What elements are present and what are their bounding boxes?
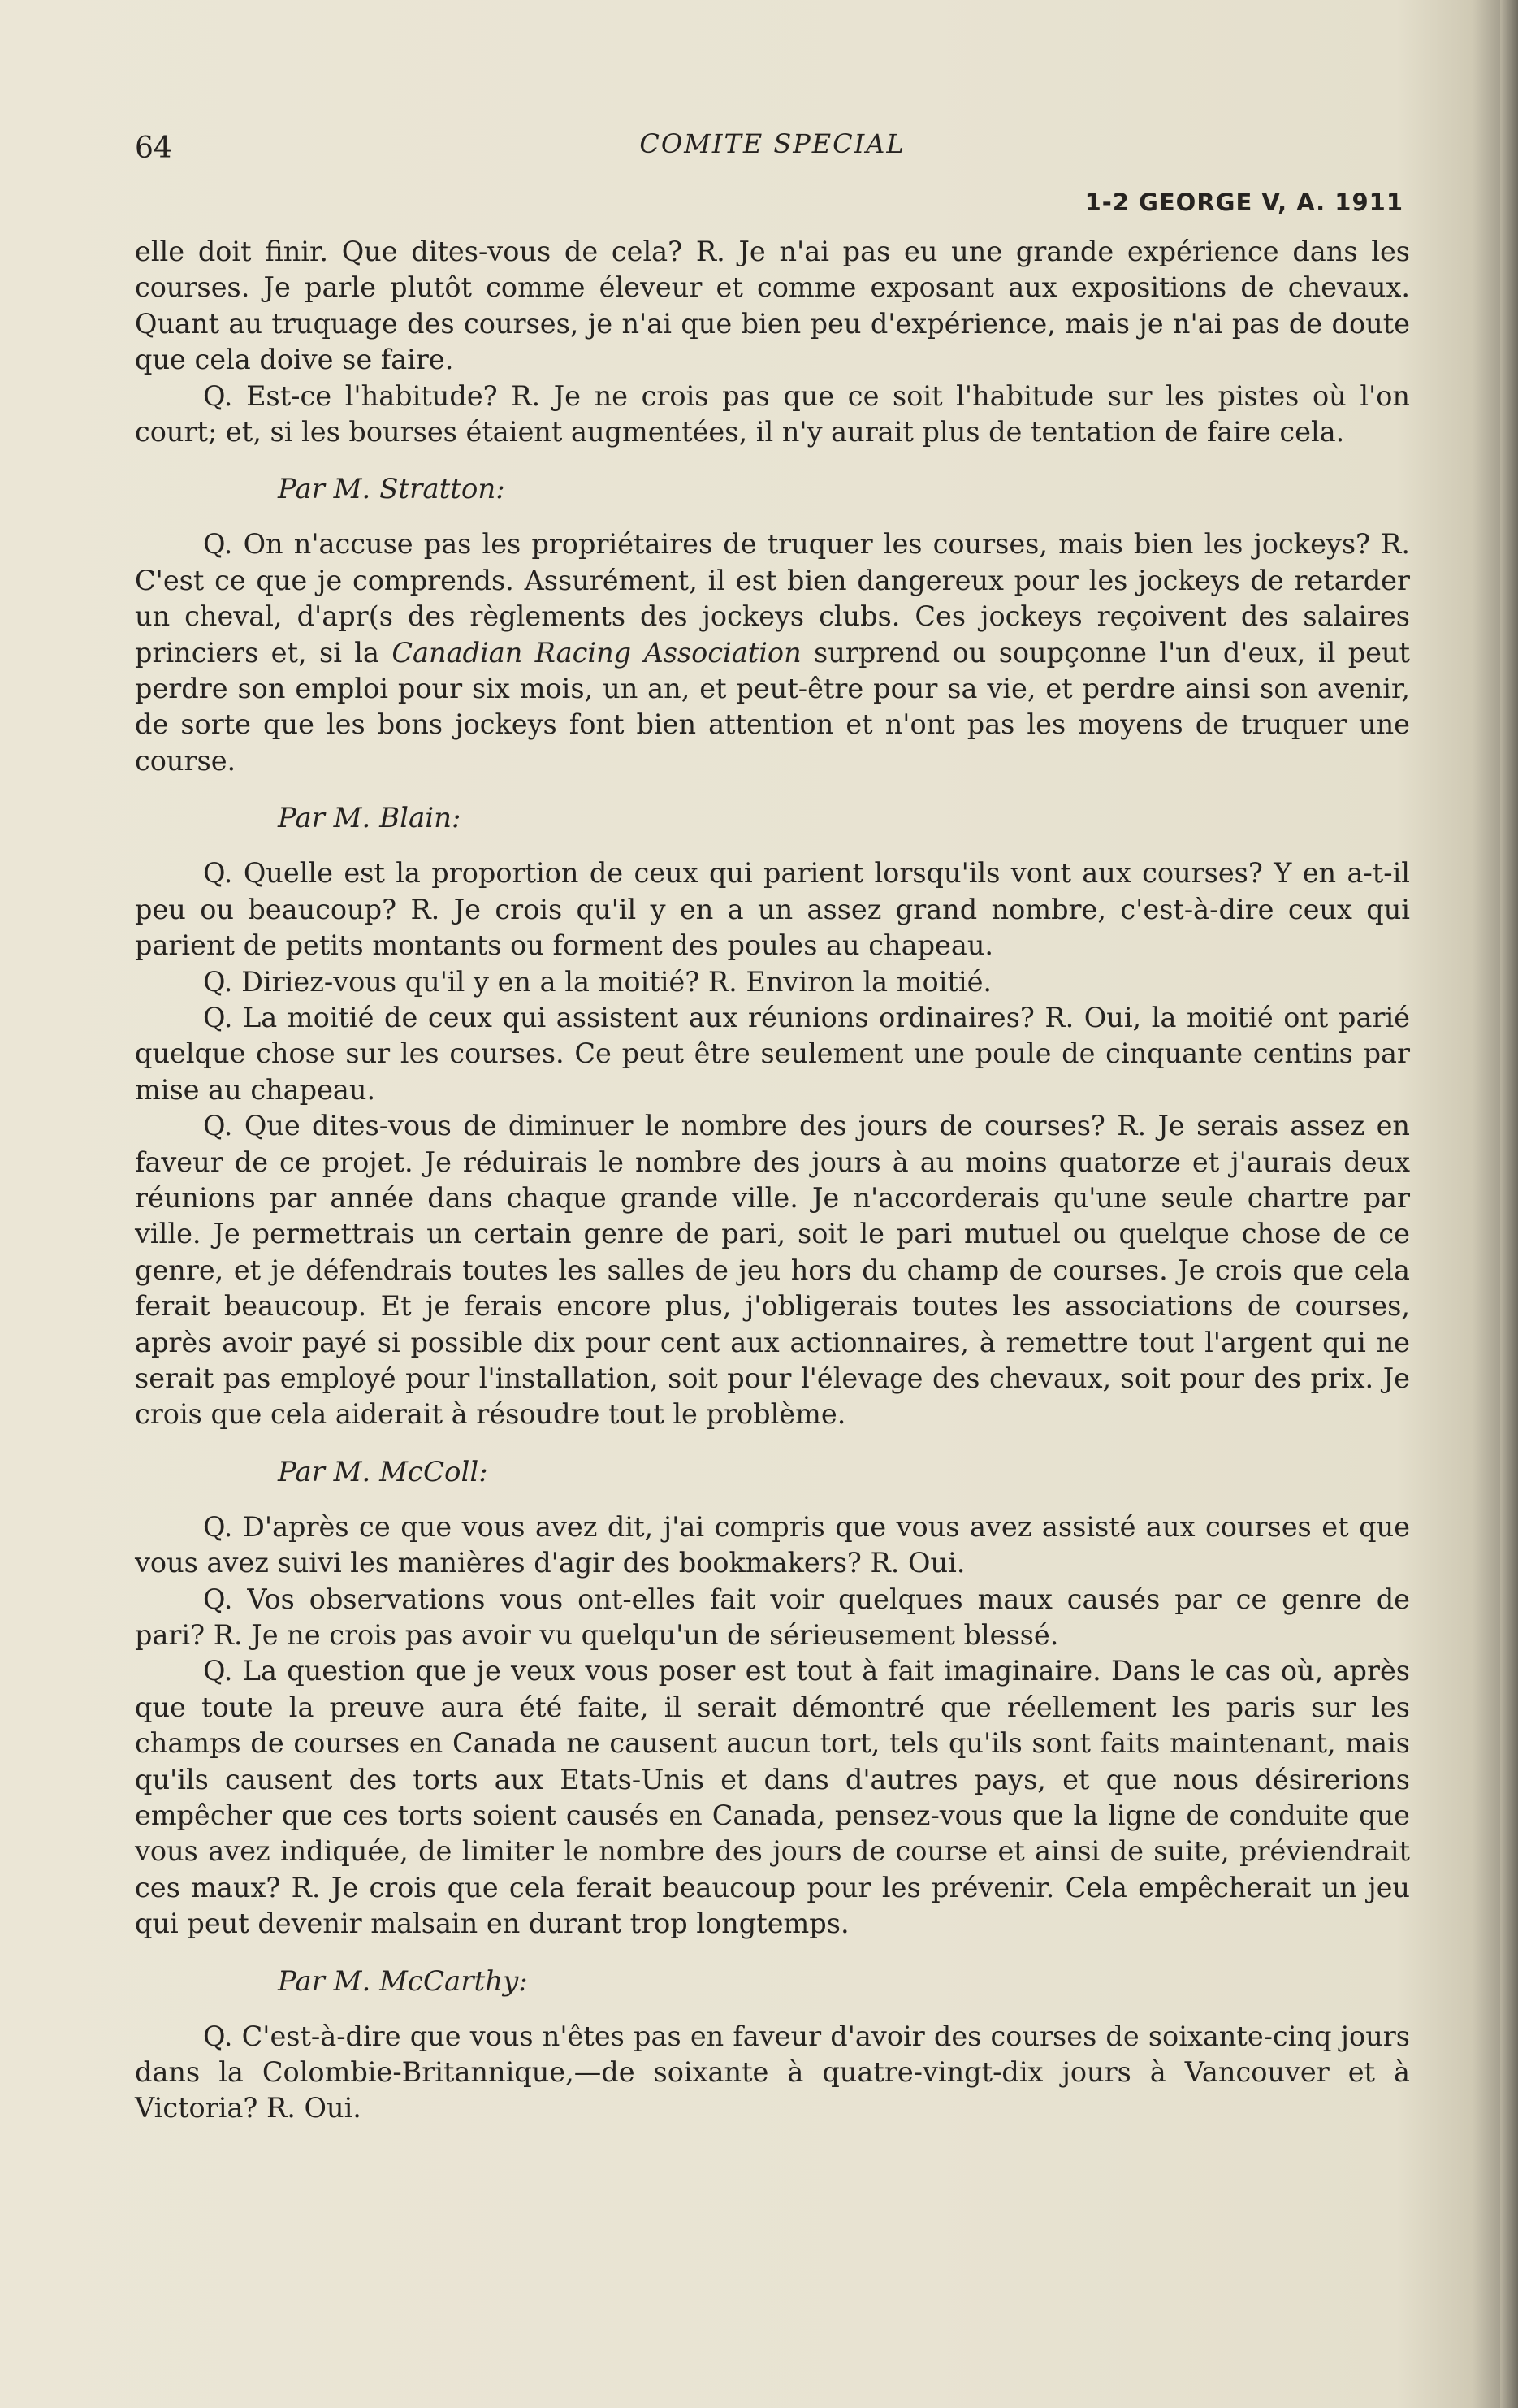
text-run: Q. On n'accuse pas les propriétaires de truquer les courses, mais bien les jockeys? R. C'est ce que je comprends. Assurément, il est bien dangereux pour les jockeys de retarder un cheval, d'apr(s des règlements des jockeys clubs. Ces jockeys reçoivent des salaires princiers et, si la	[135, 528, 1410, 669]
page-edge-shadow	[1500, 0, 1518, 2408]
session-reference: 1-2 GEORGE V, A. 1911	[1084, 188, 1403, 216]
text-run: surprend ou soupçonne l'un d'eux, il peut perdre son emploi pour six mois, un an, et peut-être pour sa vie, et perdre ainsi son avenir, de sorte que les bons jockeys font bien attention et n'ont pas les moyens de truquer une course.	[135, 636, 1411, 777]
paragraph-qa: Q. Quelle est la proportion de ceux qui parient lorsqu'ils vont aux courses? Y en a-t-il peu ou beaucoup? R. Je crois qu'il y en a un assez grand nombre, c'est-à-dire ceux qui parient de petits montants ou forment des poules au chapeau.	[135, 857, 1410, 962]
paragraph-qa: Q. C'est-à-dire que vous n'êtes pas en faveur d'avoir des courses de soixante-cinq jours dans la Colombie-Britannique,—de soixante à quatre-vingt-dix jours à Vancouver et à Victoria? R. Oui.	[135, 2020, 1410, 2124]
page-content	[135, 122, 1410, 2127]
running-head	[135, 122, 1410, 171]
paragraph-qa: Q. Diriez-vous qu'il y en a la moitié? R. Environ la moitié.	[203, 965, 993, 998]
paragraph-qa: Q. D'après ce que vous avez dit, j'ai compris que vous avez assisté aux courses et que vous avez suivi les manières d'agir des bookmakers? R. Oui.	[135, 1510, 1410, 1579]
paragraph-qa: Q. Vos observations vous ont-elles fait voir quelques maux causés par ce genre de pari? R. Je ne crois pas avoir vu quelqu'un de sérieusement blessé.	[135, 1583, 1410, 1651]
speaker-heading: Par M. Blain:	[278, 802, 461, 835]
paragraph-qa: Q. La moitié de ceux qui assistent aux réunions ordinaires? R. Oui, la moitié ont parié quelque chose sur les courses. Ce peut être seulement une poule de cinquante centins par mise au chapeau.	[135, 1001, 1410, 1106]
speaker-heading: Par M. McColl:	[278, 1455, 488, 1488]
paragraph-qa: Q. Est-ce l'habitude? R. Je ne crois pas que ce soit l'habitude sur les pistes où l'on court; et, si les bourses étaient augmentées, il n'y aurait plus de tentation de faire cela.	[135, 379, 1410, 448]
speaker-heading: Par M. Stratton:	[278, 473, 505, 506]
italic-association-name: Canadian Racing Association	[391, 636, 802, 669]
running-title: COMITE SPECIAL	[639, 128, 906, 159]
paragraph-continuation: elle doit finir. Que dites-vous de cela? R. Je n'ai pas eu une grande expérience dans les courses. Je parle plutôt comme éleveur et comme exposant aux expositions de chevaux. Quant au truquage des courses, je n'ai que bien peu d'expérience, mais je n'ai pas de doute que cela doive se faire.	[135, 236, 1410, 376]
paragraph-qa: Q. La question que je veux vous poser est tout à fait imaginaire. Dans le cas où, après que toute la preuve aura été faite, il serait démontré que réellement les paris sur les champs de courses en Canada ne causent aucun tort, tels qu'ils sont faits maintenant, mais qu'ils causent des torts aux Etats-Unis et dans d'autres pays, et que nous désirerions empêcher que ces torts soient causés en Canada, pensez-vous que la ligne de conduite que vous avez indiquée, de limiter le nombre des jours de course et ainsi de suite, préviendrait ces maux? R. Je crois que cela ferait beaucoup pour les prévenir. Cela empêcherait un jeu qui peut devenir malsain en durant trop longtemps.	[135, 1655, 1410, 1940]
page-number: 64	[135, 132, 172, 165]
paragraph-qa	[135, 526, 1410, 779]
speaker-heading: Par M. McCarthy:	[278, 1964, 528, 1998]
paragraph-qa: Q. Que dites-vous de diminuer le nombre des jours de courses? R. Je serais assez en faveur de ce projet. Je réduirais le nombre des jours à au moins quatorze et j'aurais deux réunions par année dans chaque grande ville. Je n'accorderais qu'une seule chartre par ville. Je permettrais un certain genre de pari, soit le pari mutuel ou quelque chose de ce genre, et je défendrais toutes les salles de jeu hors du champ de courses. Je crois que cela ferait beaucoup. Et je ferais encore plus, j'obligerais toutes les associations de courses, après avoir payé si possible dix pour cent aux actionnaires, à remettre tout l'argent qui ne serait pas employé pour l'installation, soit pour l'élevage des chevaux, soit pour des prix. Je crois que cela aiderait à résoudre tout le problème.	[135, 1110, 1410, 1431]
